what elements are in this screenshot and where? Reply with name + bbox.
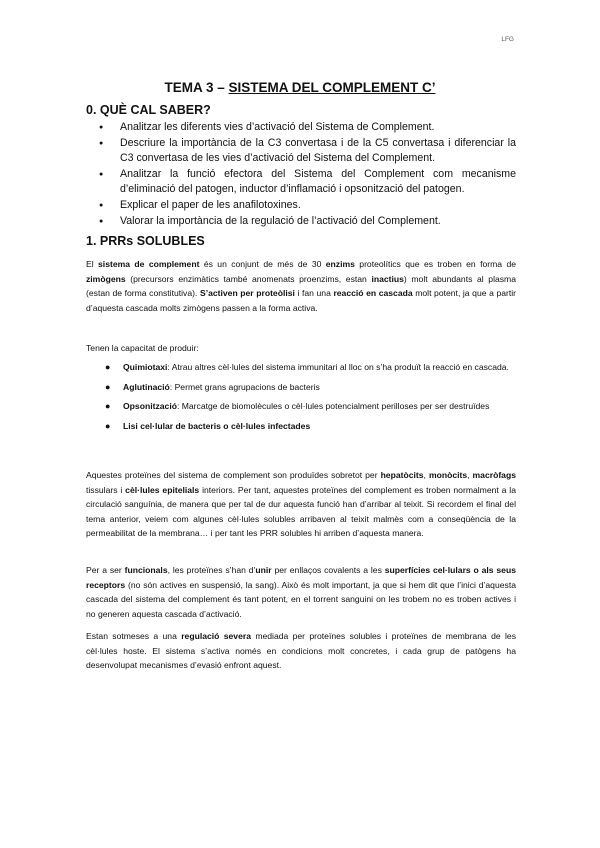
text-run: , les proteïnes s’han d’ <box>167 565 256 575</box>
text-run: : Permet grans agrupacions de bacteris <box>169 381 320 392</box>
bold-term: superfícies cel·lulars o als seus receptors <box>86 565 516 590</box>
header-initials: LFG <box>501 36 514 43</box>
text-run: proteolítics que es troben en forma de <box>354 259 516 269</box>
text-run: , <box>423 470 429 480</box>
bold-term: Lisi cel·lular de bacteris o cèl·lules infectades <box>123 420 311 431</box>
text-run: Aquestes proteïnes del sistema de complement son produïdes sobretot per <box>86 470 381 480</box>
text-run: : Atrau altres cèl·lules del sistema immunitari al lloc on s’ha produït la reacció en cascada. <box>167 362 509 372</box>
text-run: mediada per proteïnes solubles i proteïnes de membrana de les cèl·lules hoste. El sistema s’activa només en condicions molt concretes, i cada grup de patògens ha desenvolupat mecanismes d’evasió enfront aquest. <box>86 631 516 671</box>
bold-term: unir <box>255 565 272 575</box>
bold-term: macròfags <box>472 470 516 480</box>
list-item: ● Valorar la importància de la regulació de l’activació del Complement. <box>96 214 516 230</box>
bold-term: cèl·lules epitelials <box>125 484 200 495</box>
paragraph-production <box>86 468 516 541</box>
title-prefix: TEMA 3 – <box>164 80 229 95</box>
paragraph-regulation <box>86 629 516 673</box>
bold-term: Aglutinació <box>123 381 170 392</box>
bold-term: regulació severa <box>181 631 251 641</box>
list-item <box>105 399 516 414</box>
bold-term: S’activen per proteòlisi <box>199 288 295 299</box>
bold-term: monòcits <box>428 470 468 480</box>
bold-term: sistema de complement <box>98 259 200 269</box>
bold-term: hepatòcits <box>380 470 424 480</box>
list-item: ● Analitzar la funció efectora del Sistema del Complement com mecanisme d’eliminació del patogen, inductor d’inflamació i opsonització del patogen. <box>96 167 516 198</box>
text-run: ) molt abundants al plasma (estan de forma constitutiva). <box>86 273 516 299</box>
learning-goals-list <box>96 120 516 229</box>
bold-term: Quimiotaxi <box>123 362 168 372</box>
paragraph-intro <box>86 257 516 315</box>
text-run: és un conjunt de més de 30 <box>199 259 326 269</box>
text-run: (no són actives en suspensió, la sang). Això és molt important, ja que si hem dit que l’inici d’aquesta cascada del sistema del complement és tant potent, en el torrent sanguini on les trobem no es troben actives i no generen aquesta cascada d’activació. <box>86 579 516 619</box>
list-item: ● Descriure la importància de la C3 convertasa i de la C5 convertasa i diferenciar la C3 convertasa de les vies d’activació del Sistema del Complement. <box>96 136 516 167</box>
list-item <box>105 360 516 375</box>
text-run: interiors. Per tant, aquestes proteïnes del complement es troben normalment a la circulació sanguínia, de manera que per tal de dur aquesta funció han d’arribar al teixit. Si recordem el final del tema anterior, veiem com algunes cèl·lules solubles arribaven al teixit malmès com a conseqüència de la permeabilitat de la membrana… i per tant les PRR solubles hi arriben d’aquesta manera. <box>86 484 516 539</box>
capacities-list <box>105 360 516 438</box>
paragraph-function <box>86 563 516 621</box>
list-item: ● Analitzar les diferents vies d’activació del Sistema de Complement. <box>96 120 516 136</box>
text-run: Estan sotmeses a una <box>86 631 182 641</box>
list-item <box>105 419 516 434</box>
text-run: El <box>86 259 99 269</box>
section-heading-1: 1. PRRs SOLUBLES <box>86 234 205 248</box>
bold-term: enzims <box>325 259 355 269</box>
text-run: tissulars i <box>86 484 126 495</box>
list-item <box>105 380 516 395</box>
text-run: (precursors enzimàtics també anomenats proenzims, estan <box>125 273 372 284</box>
bold-term: Opsonització <box>123 401 177 412</box>
text-run: : Marcatge de biomolècules o cèl·lules potencialment perilloses per ser destruïdes <box>176 401 490 412</box>
page-title <box>0 80 600 95</box>
title-main: SISTEMA DEL COMPLEMENT C’ <box>228 80 436 95</box>
section-heading-0: 0. QUÈ CAL SABER? <box>86 103 211 117</box>
list-item: ● Explicar el paper de les anafilotoxines. <box>96 198 516 214</box>
text-run: i fan una <box>294 288 334 299</box>
paragraph-capacities-intro: Tenen la capacitat de produir: <box>86 343 199 353</box>
bold-term: reacció en cascada <box>333 288 413 299</box>
text-run: per enllaços covalents a les <box>271 565 385 575</box>
text-run: molt potent, ja que a partir d’aquesta cascada molts zimògens passen a la forma activa. <box>86 288 517 313</box>
text-run: , <box>467 470 473 480</box>
bold-term: funcionals <box>124 565 168 575</box>
bold-term: zimògens <box>86 273 126 284</box>
bold-term: inactius <box>371 273 404 284</box>
text-run: Per a ser <box>86 565 125 575</box>
